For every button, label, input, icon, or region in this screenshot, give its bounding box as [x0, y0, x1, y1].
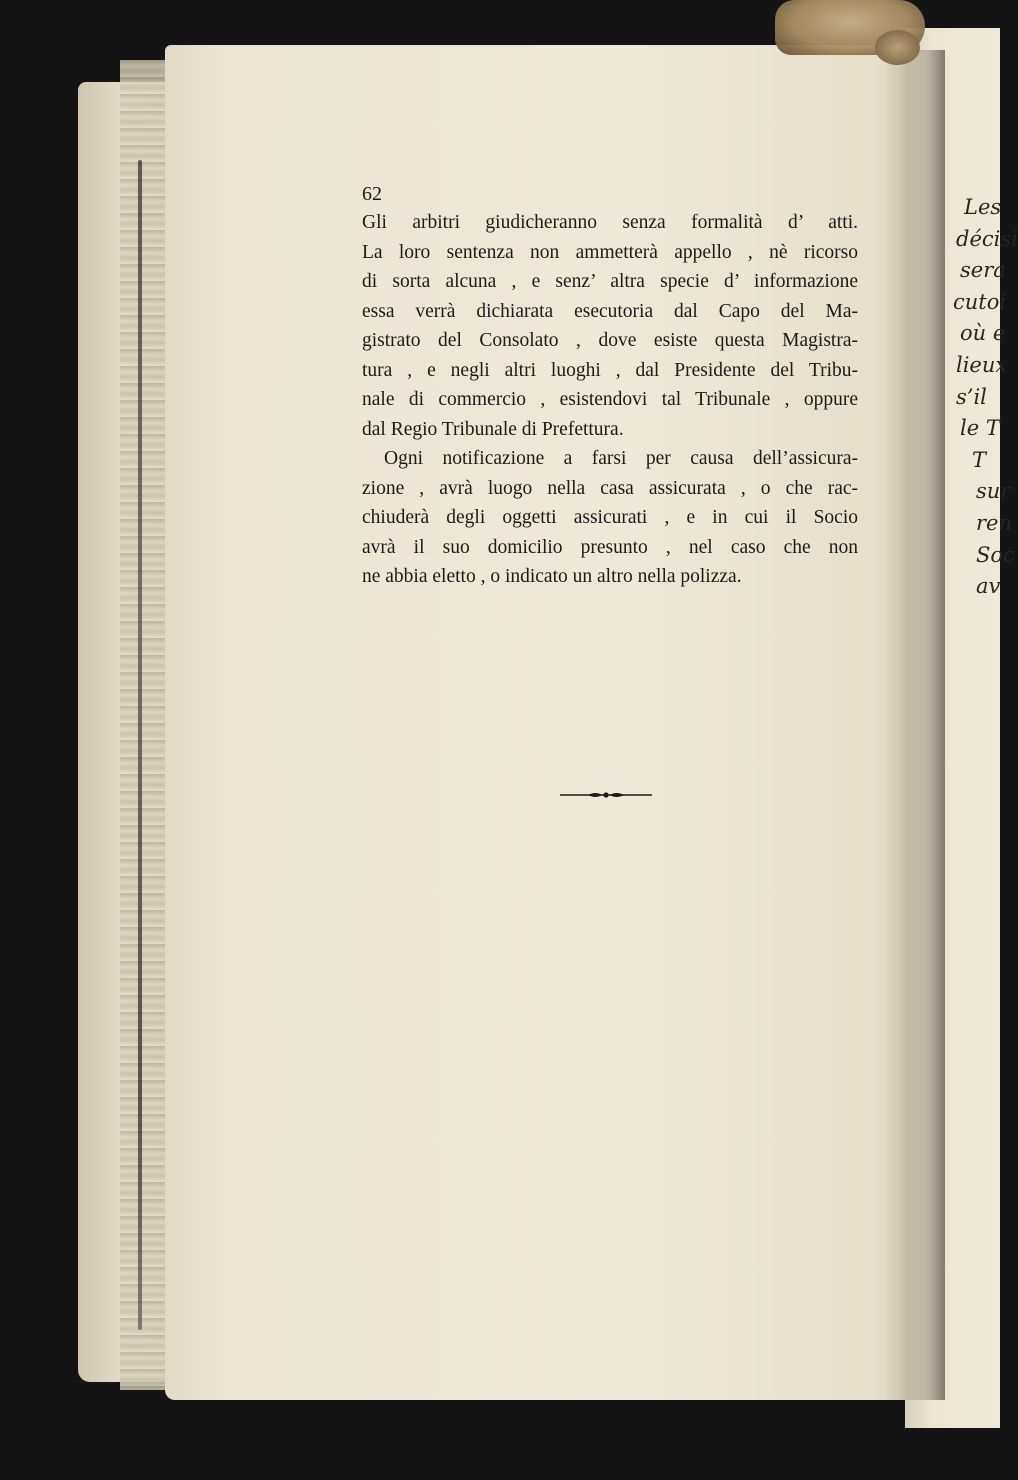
text-line: essa verrà dichiarata esecutoria dal Capo del Ma- [362, 300, 858, 322]
right-line: lieux [956, 352, 1008, 377]
text-line: zione , avrà luogo nella casa assicurata , o che rac- [362, 477, 858, 499]
text-line: Ogni notificazione a farsi per causa dell’assicura- [384, 448, 858, 469]
text-line: di sorta alcuna , e senz’ altra specie d’ informazione [362, 271, 858, 292]
right-line: décisi [956, 226, 1018, 251]
paragraph-2 [362, 444, 858, 592]
paragraph-1 [362, 208, 858, 444]
text-line: Gli arbitri giudicheranno senza formalità d’ atti. [362, 212, 858, 233]
ornament-rule [558, 787, 654, 803]
right-line: Soc [976, 542, 1015, 567]
text-line: gistrato del Consolato , dove esiste questa Magistra- [362, 330, 858, 351]
text-line: chiuderà degli oggetti assicurati , e in cui il Socio [362, 507, 858, 528]
right-line: s’il [956, 384, 987, 409]
book-gutter [885, 50, 945, 1400]
right-line: av [976, 574, 1001, 599]
right-line: ren [976, 510, 1012, 535]
right-line: sur [976, 479, 1011, 504]
text-line: tura , e negli altri luoghi , dal Presidente del Tribu- [362, 359, 858, 381]
binding-cord-knot [875, 30, 920, 65]
text-line: dal Regio Tribunale di Prefettura. [362, 418, 624, 440]
left-page-text [362, 182, 858, 592]
right-page-text-fragments [948, 192, 1018, 603]
text-line: avrà il suo domicilio presunto , nel caso che non [362, 536, 858, 558]
text-line: nale di commercio , esistendovi tal Tribunale , oppure [362, 389, 858, 410]
right-line: sera [960, 258, 1006, 283]
right-line: cutoi [953, 289, 1007, 314]
text-line: La loro sentenza non ammetterà appello , nè ricorso [362, 241, 858, 263]
page-number: 62 [362, 183, 382, 205]
right-line: Les [964, 195, 1002, 219]
right-line: où e [960, 321, 1006, 346]
text-line: ne abbia eletto , o indicato un altro nella polizza. [362, 566, 742, 587]
binding-edge-line [138, 160, 142, 1330]
right-line: le T [960, 416, 1000, 441]
right-line: T [972, 447, 987, 472]
